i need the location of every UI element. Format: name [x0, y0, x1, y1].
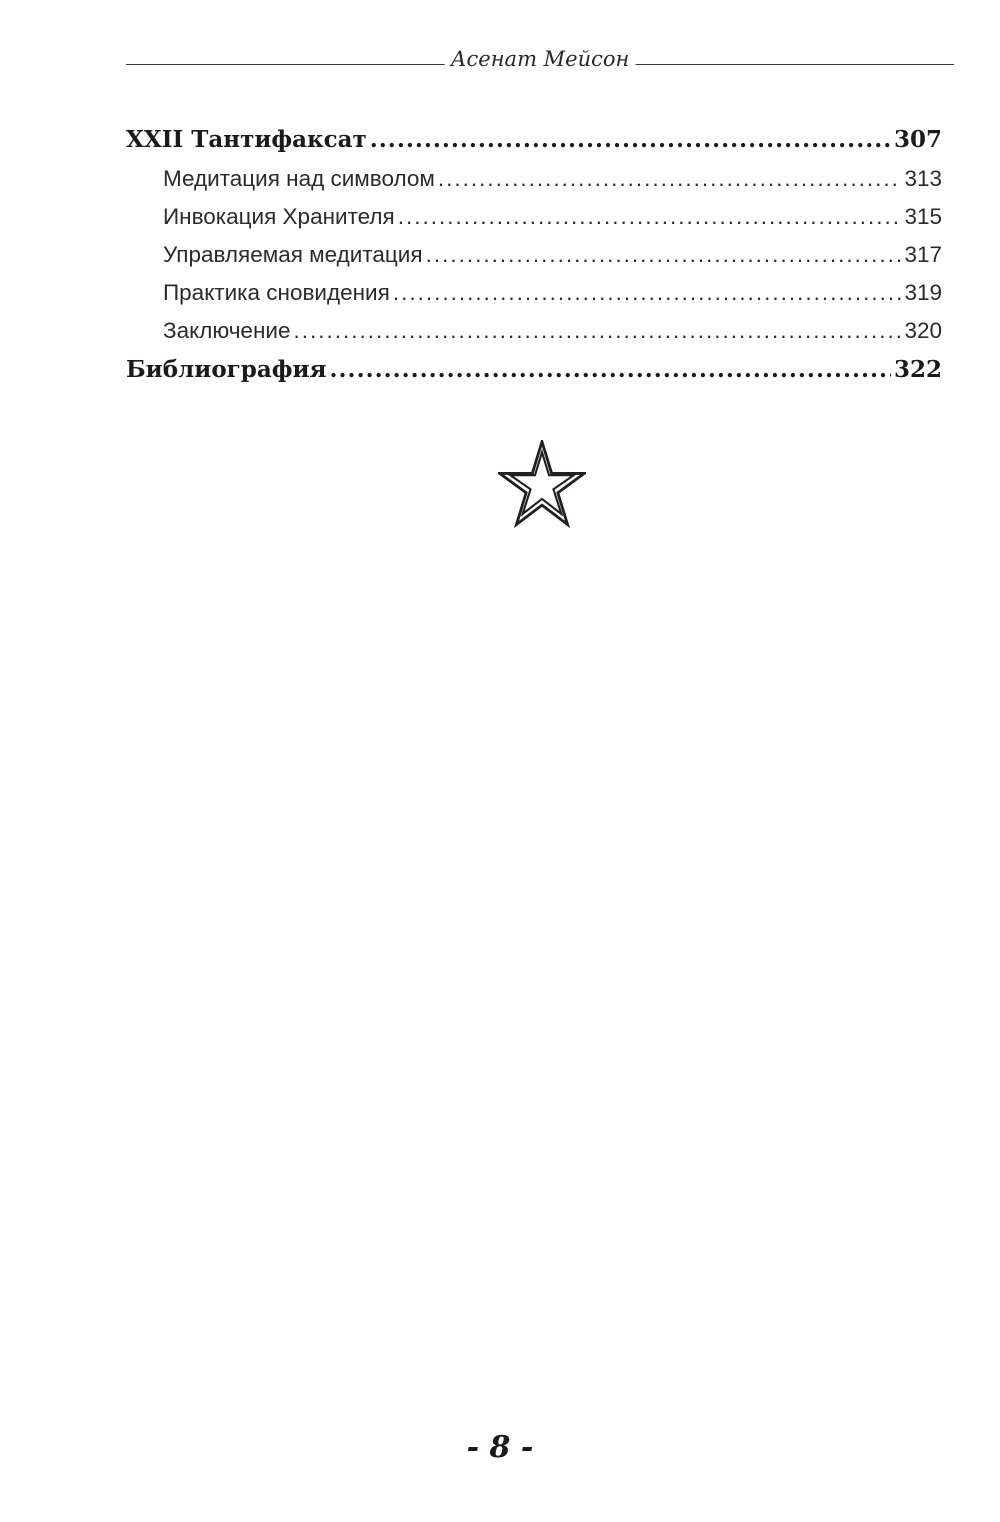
toc-entry-section[interactable]: [126, 204, 942, 242]
pentagram-star-icon: [498, 440, 586, 528]
toc-entry-page: 317: [904, 242, 942, 267]
toc-leader-dots: [370, 126, 891, 153]
page-number: - 8 -: [466, 1430, 534, 1465]
running-title: Асенат Мейсон: [445, 44, 636, 74]
toc-entry-chapter[interactable]: [126, 126, 942, 166]
toc-entry-section[interactable]: [126, 280, 942, 318]
toc-entry-title: Библиография: [126, 356, 327, 383]
toc-leader-dots: [398, 204, 902, 230]
toc-entry-page: 307: [893, 126, 942, 153]
running-header: [126, 44, 954, 78]
toc-entry-title: XXII Тантифаксат: [126, 126, 367, 153]
toc-leader-dots: [426, 242, 902, 268]
toc-entry-page: 322: [893, 356, 942, 383]
toc-entry-section[interactable]: [126, 318, 942, 356]
toc-entry-section[interactable]: [126, 242, 942, 280]
toc-entry-title: Заключение: [163, 318, 291, 343]
toc-entry-title: Управляемая медитация: [163, 242, 423, 267]
toc-leader-dots: [438, 166, 902, 192]
toc-entry-page: 315: [904, 204, 942, 229]
toc-entry-title: Инвокация Хранителя: [163, 204, 395, 229]
toc-entry-title: Практика сновидения: [163, 280, 390, 305]
toc-entry-page: 319: [904, 280, 942, 305]
toc-leader-dots: [293, 318, 901, 344]
toc-entry-page: 320: [904, 318, 942, 343]
toc-leader-dots: [393, 280, 902, 306]
toc-entry-page: 313: [904, 166, 942, 191]
toc-entry-title: Медитация над символом: [163, 166, 435, 191]
toc-entry-chapter[interactable]: [126, 356, 942, 396]
toc-entry-section[interactable]: [126, 166, 942, 204]
toc-leader-dots: [330, 356, 891, 383]
table-of-contents: [126, 126, 942, 396]
